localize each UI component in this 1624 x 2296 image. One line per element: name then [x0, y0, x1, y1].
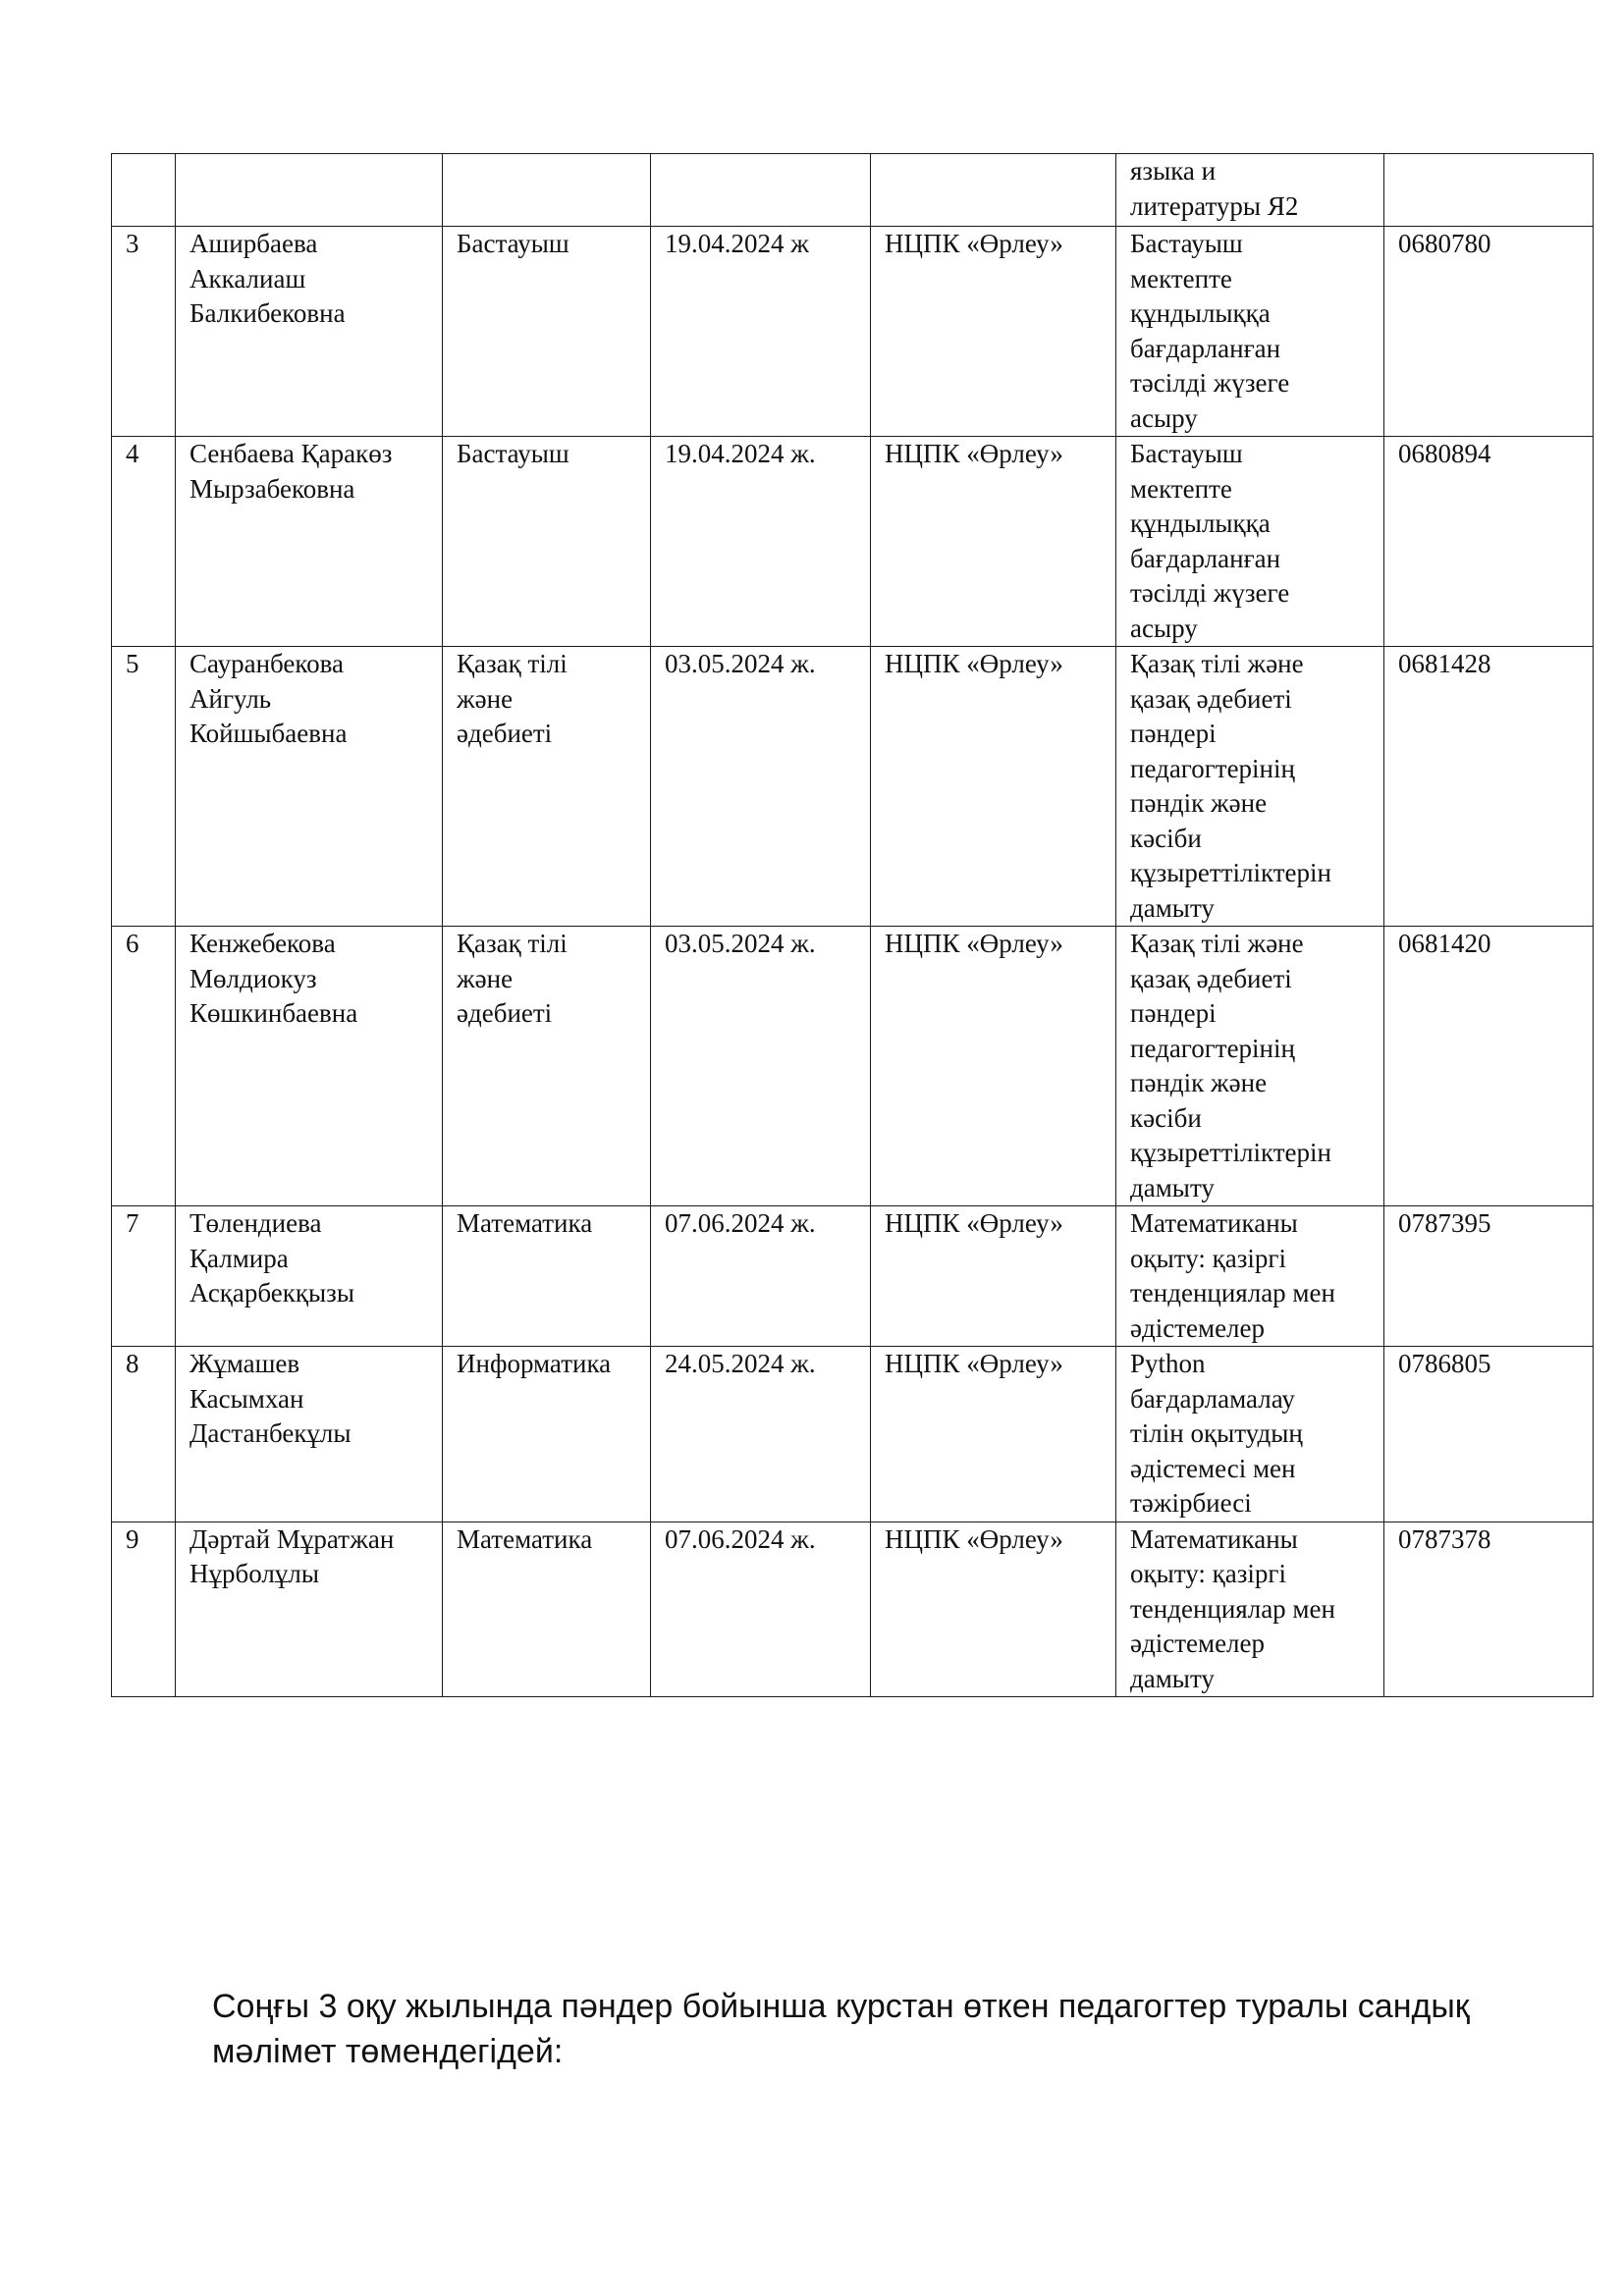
table-row [112, 1206, 1594, 1347]
cell-org: НЦПК «Өрлеу» [871, 227, 1116, 437]
cell-date: 03.05.2024 ж. [651, 927, 871, 1206]
cell-course: Математиканы оқыту: қазіргі тенденциялар мен әдістемелер [1116, 1206, 1384, 1347]
cell-org [871, 154, 1116, 227]
cell-subject [443, 154, 651, 227]
cell-date: 24.05.2024 ж. [651, 1347, 871, 1522]
cell-cert: 0787395 [1384, 1206, 1594, 1347]
cell-course: Қазақ тілі және қазақ әдебиеті пәндері педагогтерінің пәндік және кәсіби құзыреттіліктерін дамыту [1116, 647, 1384, 927]
cell-date: 19.04.2024 ж [651, 227, 871, 437]
cell-cert: 0787378 [1384, 1522, 1594, 1697]
table-row [112, 927, 1594, 1206]
cell-org: НЦПК «Өрлеу» [871, 1347, 1116, 1522]
table-row [112, 227, 1594, 437]
cell-name: Сауранбекова Айгуль Койшыбаевна [176, 647, 443, 927]
cell-org: НЦПК «Өрлеу» [871, 647, 1116, 927]
cell-subject: Бастауыш [443, 227, 651, 437]
cell-name: Дәртай Мұратжан Нұрболұлы [176, 1522, 443, 1697]
cell-course: языка и литературы Я2 [1116, 154, 1384, 227]
cell-course: Python бағдарламалау тілін оқытудың әдістемесі мен тәжірбиесі [1116, 1347, 1384, 1522]
cell-num: 4 [112, 437, 176, 647]
cell-course: Математиканы оқыту: қазіргі тенденциялар мен әдістемелер дамыту [1116, 1522, 1384, 1697]
cell-num [112, 154, 176, 227]
courses-table-body [112, 154, 1594, 1697]
cell-name: Жұмашев Касымхан Дастанбекұлы [176, 1347, 443, 1522]
table-row [112, 647, 1594, 927]
cell-num: 6 [112, 927, 176, 1206]
cell-name: Кенжебекова Мөлдиокуз Көшкинбаевна [176, 927, 443, 1206]
cell-course: Бастауыш мектепте құндылыққа бағдарланған тәсілді жүзеге асыру [1116, 437, 1384, 647]
cell-subject: Математика [443, 1522, 651, 1697]
cell-org: НЦПК «Өрлеу» [871, 437, 1116, 647]
cell-cert: 0681420 [1384, 927, 1594, 1206]
table-row-continued [112, 154, 1594, 227]
cell-num: 3 [112, 227, 176, 437]
cell-name [176, 154, 443, 227]
table-row [112, 1347, 1594, 1522]
cell-subject: Информатика [443, 1347, 651, 1522]
cell-num: 9 [112, 1522, 176, 1697]
cell-cert: 0786805 [1384, 1347, 1594, 1522]
cell-date: 07.06.2024 ж. [651, 1206, 871, 1347]
cell-org: НЦПК «Өрлеу» [871, 927, 1116, 1206]
cell-subject: Бастауыш [443, 437, 651, 647]
cell-course: Қазақ тілі және қазақ әдебиеті пәндері педагогтерінің пәндік және кәсіби құзыреттіліктерін дамыту [1116, 927, 1384, 1206]
cell-date: 03.05.2024 ж. [651, 647, 871, 927]
cell-date: 07.06.2024 ж. [651, 1522, 871, 1697]
cell-subject: Қазақ тілі және әдебиеті [443, 647, 651, 927]
cell-name: Төлендиева Қалмира Асқарбекқызы [176, 1206, 443, 1347]
cell-subject: Математика [443, 1206, 651, 1347]
cell-cert [1384, 154, 1594, 227]
cell-name: Аширбаева Аккалиаш Балкибековна [176, 227, 443, 437]
cell-cert: 0680894 [1384, 437, 1594, 647]
cell-num: 8 [112, 1347, 176, 1522]
summary-paragraph: Соңғы 3 оқу жылында пәндер бойынша курстан өткен педагогтер туралы сандық мәлімет төмендегідей: [212, 1988, 1470, 2070]
cell-org: НЦПК «Өрлеу» [871, 1522, 1116, 1697]
cell-course: Бастауыш мектепте құндылыққа бағдарланған тәсілді жүзеге асыру [1116, 227, 1384, 437]
cell-date [651, 154, 871, 227]
cell-org: НЦПК «Өрлеу» [871, 1206, 1116, 1347]
cell-num: 5 [112, 647, 176, 927]
cell-num: 7 [112, 1206, 176, 1347]
table-row [112, 1522, 1594, 1697]
table-row [112, 437, 1594, 647]
cell-cert: 0680780 [1384, 227, 1594, 437]
cell-subject: Қазақ тілі және әдебиеті [443, 927, 651, 1206]
cell-name: Сенбаева Қаракөз Мырзабековна [176, 437, 443, 647]
courses-table [111, 153, 1594, 1697]
cell-cert: 0681428 [1384, 647, 1594, 927]
cell-date: 19.04.2024 ж. [651, 437, 871, 647]
